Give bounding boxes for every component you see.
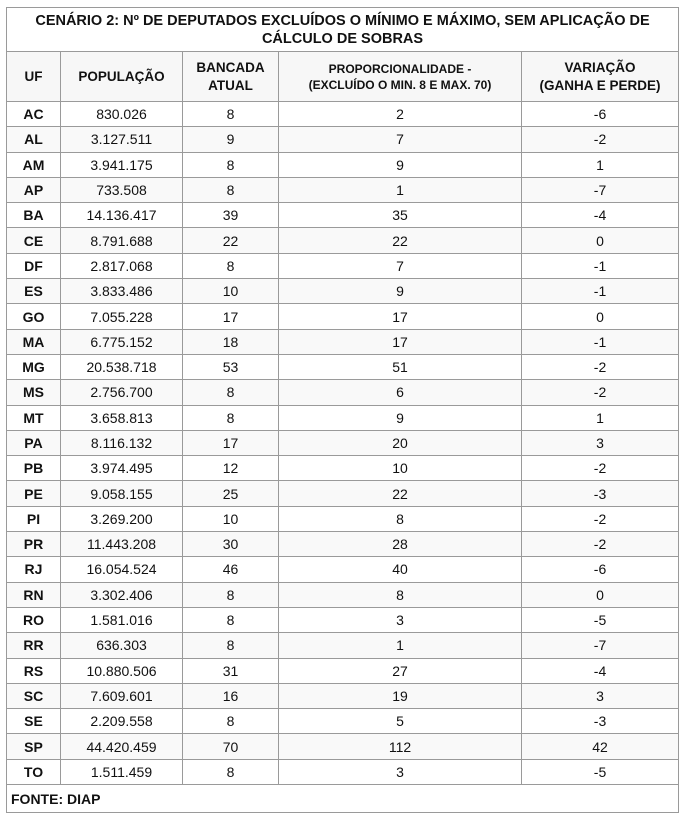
cell-bancada: 8 (183, 582, 279, 607)
table-row (7, 152, 679, 177)
cell-proporcionalidade: 1 (279, 633, 522, 658)
cell-populacao: 3.302.406 (61, 582, 183, 607)
table-row (7, 709, 679, 734)
cell-bancada: 17 (183, 430, 279, 455)
cell-variacao: -4 (522, 658, 679, 683)
cell-variacao: -4 (522, 203, 679, 228)
cell-proporcionalidade: 8 (279, 506, 522, 531)
cell-populacao: 8.791.688 (61, 228, 183, 253)
table-row (7, 279, 679, 304)
cell-bancada: 8 (183, 253, 279, 278)
table-row (7, 734, 679, 759)
cell-populacao: 14.136.417 (61, 203, 183, 228)
cell-bancada: 8 (183, 633, 279, 658)
cell-uf: AL (7, 127, 61, 152)
cell-variacao: -6 (522, 102, 679, 127)
cell-uf: ES (7, 279, 61, 304)
cell-variacao: 3 (522, 683, 679, 708)
cell-proporcionalidade: 27 (279, 658, 522, 683)
cell-populacao: 3.269.200 (61, 506, 183, 531)
header-proporcionalidade (279, 52, 522, 102)
table-row (7, 607, 679, 632)
cell-uf: TO (7, 759, 61, 784)
cell-populacao: 7.055.228 (61, 304, 183, 329)
cell-variacao: -5 (522, 759, 679, 784)
cell-variacao: -2 (522, 127, 679, 152)
table-row (7, 759, 679, 784)
cell-populacao: 11.443.208 (61, 532, 183, 557)
cell-proporcionalidade: 22 (279, 228, 522, 253)
table-row (7, 557, 679, 582)
cell-bancada: 46 (183, 557, 279, 582)
cell-variacao: 1 (522, 152, 679, 177)
cell-uf: RR (7, 633, 61, 658)
header-var-line2: (GANHA E PERDE) (539, 77, 661, 93)
cell-proporcionalidade: 5 (279, 709, 522, 734)
cell-uf: GO (7, 304, 61, 329)
cell-variacao: -3 (522, 709, 679, 734)
cell-bancada: 18 (183, 329, 279, 354)
cell-variacao: 0 (522, 228, 679, 253)
cell-populacao: 3.833.486 (61, 279, 183, 304)
cell-bancada: 8 (183, 607, 279, 632)
header-bancada (183, 52, 279, 102)
cell-bancada: 39 (183, 203, 279, 228)
cell-uf: RO (7, 607, 61, 632)
cell-uf: AC (7, 102, 61, 127)
cell-populacao: 9.058.155 (61, 481, 183, 506)
cell-proporcionalidade: 9 (279, 405, 522, 430)
cell-populacao: 20.538.718 (61, 354, 183, 379)
cell-uf: SC (7, 683, 61, 708)
cell-populacao: 2.756.700 (61, 380, 183, 405)
cell-uf: PE (7, 481, 61, 506)
table-row (7, 456, 679, 481)
cell-proporcionalidade: 6 (279, 380, 522, 405)
header-prop-line2: (EXCLUÍDO O MIN. 8 E MAX. 70) (308, 77, 492, 92)
cell-proporcionalidade: 8 (279, 582, 522, 607)
cell-variacao: -7 (522, 177, 679, 202)
cell-uf: MG (7, 354, 61, 379)
cell-populacao: 3.127.511 (61, 127, 183, 152)
cell-bancada: 8 (183, 177, 279, 202)
cell-variacao: -5 (522, 607, 679, 632)
table-row (7, 228, 679, 253)
cell-variacao: 42 (522, 734, 679, 759)
cell-variacao: -1 (522, 329, 679, 354)
table-row (7, 683, 679, 708)
table-row (7, 658, 679, 683)
cell-bancada: 22 (183, 228, 279, 253)
cell-bancada: 31 (183, 658, 279, 683)
table-footer-source: FONTE: DIAP (7, 785, 679, 813)
cell-populacao: 10.880.506 (61, 658, 183, 683)
cell-variacao: -2 (522, 456, 679, 481)
cell-variacao: -6 (522, 557, 679, 582)
cell-uf: PI (7, 506, 61, 531)
cell-bancada: 8 (183, 709, 279, 734)
cell-proporcionalidade: 2 (279, 102, 522, 127)
table-row (7, 304, 679, 329)
cell-uf: AM (7, 152, 61, 177)
cell-bancada: 10 (183, 506, 279, 531)
cell-populacao: 3.941.175 (61, 152, 183, 177)
cell-uf: BA (7, 203, 61, 228)
cell-populacao: 6.775.152 (61, 329, 183, 354)
table-row (7, 127, 679, 152)
cell-proporcionalidade: 7 (279, 127, 522, 152)
cell-bancada: 12 (183, 456, 279, 481)
header-bancada-line1: BANCADA (196, 59, 265, 75)
cell-populacao: 3.658.813 (61, 405, 183, 430)
cell-uf: SP (7, 734, 61, 759)
cell-variacao: -7 (522, 633, 679, 658)
cell-bancada: 25 (183, 481, 279, 506)
table-row (7, 430, 679, 455)
cell-variacao: 1 (522, 405, 679, 430)
cell-populacao: 3.974.495 (61, 456, 183, 481)
cell-bancada: 8 (183, 152, 279, 177)
cell-variacao: -2 (522, 380, 679, 405)
table-row (7, 203, 679, 228)
cell-proporcionalidade: 17 (279, 329, 522, 354)
cell-populacao: 2.817.068 (61, 253, 183, 278)
cell-proporcionalidade: 7 (279, 253, 522, 278)
table-row (7, 582, 679, 607)
cell-bancada: 53 (183, 354, 279, 379)
cell-proporcionalidade: 19 (279, 683, 522, 708)
cell-populacao: 8.116.132 (61, 430, 183, 455)
cell-variacao: -2 (522, 354, 679, 379)
header-prop-line1: PROPORCIONALIDADE - (328, 61, 472, 76)
cell-uf: DF (7, 253, 61, 278)
table-row (7, 481, 679, 506)
cell-uf: RJ (7, 557, 61, 582)
table-row (7, 380, 679, 405)
header-bancada-line2: ATUAL (208, 77, 253, 93)
deputies-table (6, 7, 679, 813)
table-title: CENÁRIO 2: Nº DE DEPUTADOS EXCLUÍDOS O MÍNIMO E MÁXIMO, SEM APLICAÇÃO DE CÁLCULO DE SOBRAS (7, 8, 679, 52)
header-var-line1: VARIAÇÃO (564, 59, 636, 75)
cell-proporcionalidade: 3 (279, 759, 522, 784)
cell-variacao: 0 (522, 582, 679, 607)
cell-proporcionalidade: 17 (279, 304, 522, 329)
cell-bancada: 8 (183, 102, 279, 127)
table-row (7, 405, 679, 430)
cell-populacao: 636.303 (61, 633, 183, 658)
cell-variacao: -1 (522, 253, 679, 278)
cell-variacao: 0 (522, 304, 679, 329)
cell-uf: RS (7, 658, 61, 683)
table-container (6, 7, 678, 813)
cell-populacao: 44.420.459 (61, 734, 183, 759)
cell-populacao: 2.209.558 (61, 709, 183, 734)
cell-variacao: -1 (522, 279, 679, 304)
table-row (7, 329, 679, 354)
cell-bancada: 16 (183, 683, 279, 708)
cell-bancada: 17 (183, 304, 279, 329)
cell-populacao: 7.609.601 (61, 683, 183, 708)
table-row (7, 253, 679, 278)
cell-populacao: 16.054.524 (61, 557, 183, 582)
cell-proporcionalidade: 51 (279, 354, 522, 379)
cell-uf: SE (7, 709, 61, 734)
cell-proporcionalidade: 22 (279, 481, 522, 506)
cell-populacao: 1.581.016 (61, 607, 183, 632)
cell-uf: MT (7, 405, 61, 430)
cell-proporcionalidade: 40 (279, 557, 522, 582)
cell-uf: RN (7, 582, 61, 607)
cell-bancada: 9 (183, 127, 279, 152)
table-body (7, 102, 679, 785)
table-row (7, 506, 679, 531)
cell-populacao: 830.026 (61, 102, 183, 127)
cell-uf: AP (7, 177, 61, 202)
cell-uf: MS (7, 380, 61, 405)
cell-variacao: -2 (522, 506, 679, 531)
cell-bancada: 8 (183, 380, 279, 405)
cell-proporcionalidade: 35 (279, 203, 522, 228)
cell-bancada: 10 (183, 279, 279, 304)
cell-variacao: -2 (522, 532, 679, 557)
cell-proporcionalidade: 3 (279, 607, 522, 632)
cell-uf: PA (7, 430, 61, 455)
cell-populacao: 733.508 (61, 177, 183, 202)
cell-proporcionalidade: 112 (279, 734, 522, 759)
cell-uf: PR (7, 532, 61, 557)
cell-uf: MA (7, 329, 61, 354)
cell-proporcionalidade: 20 (279, 430, 522, 455)
table-row (7, 532, 679, 557)
cell-bancada: 8 (183, 759, 279, 784)
header-variacao (522, 52, 679, 102)
cell-bancada: 30 (183, 532, 279, 557)
cell-proporcionalidade: 1 (279, 177, 522, 202)
cell-variacao: -3 (522, 481, 679, 506)
table-row (7, 633, 679, 658)
table-row (7, 177, 679, 202)
cell-proporcionalidade: 28 (279, 532, 522, 557)
cell-uf: PB (7, 456, 61, 481)
cell-bancada: 8 (183, 405, 279, 430)
cell-proporcionalidade: 9 (279, 152, 522, 177)
table-row (7, 354, 679, 379)
cell-proporcionalidade: 9 (279, 279, 522, 304)
header-uf: UF (7, 52, 61, 102)
cell-variacao: 3 (522, 430, 679, 455)
cell-uf: CE (7, 228, 61, 253)
cell-bancada: 70 (183, 734, 279, 759)
header-populacao: POPULAÇÃO (61, 52, 183, 102)
cell-populacao: 1.511.459 (61, 759, 183, 784)
table-row (7, 102, 679, 127)
cell-proporcionalidade: 10 (279, 456, 522, 481)
